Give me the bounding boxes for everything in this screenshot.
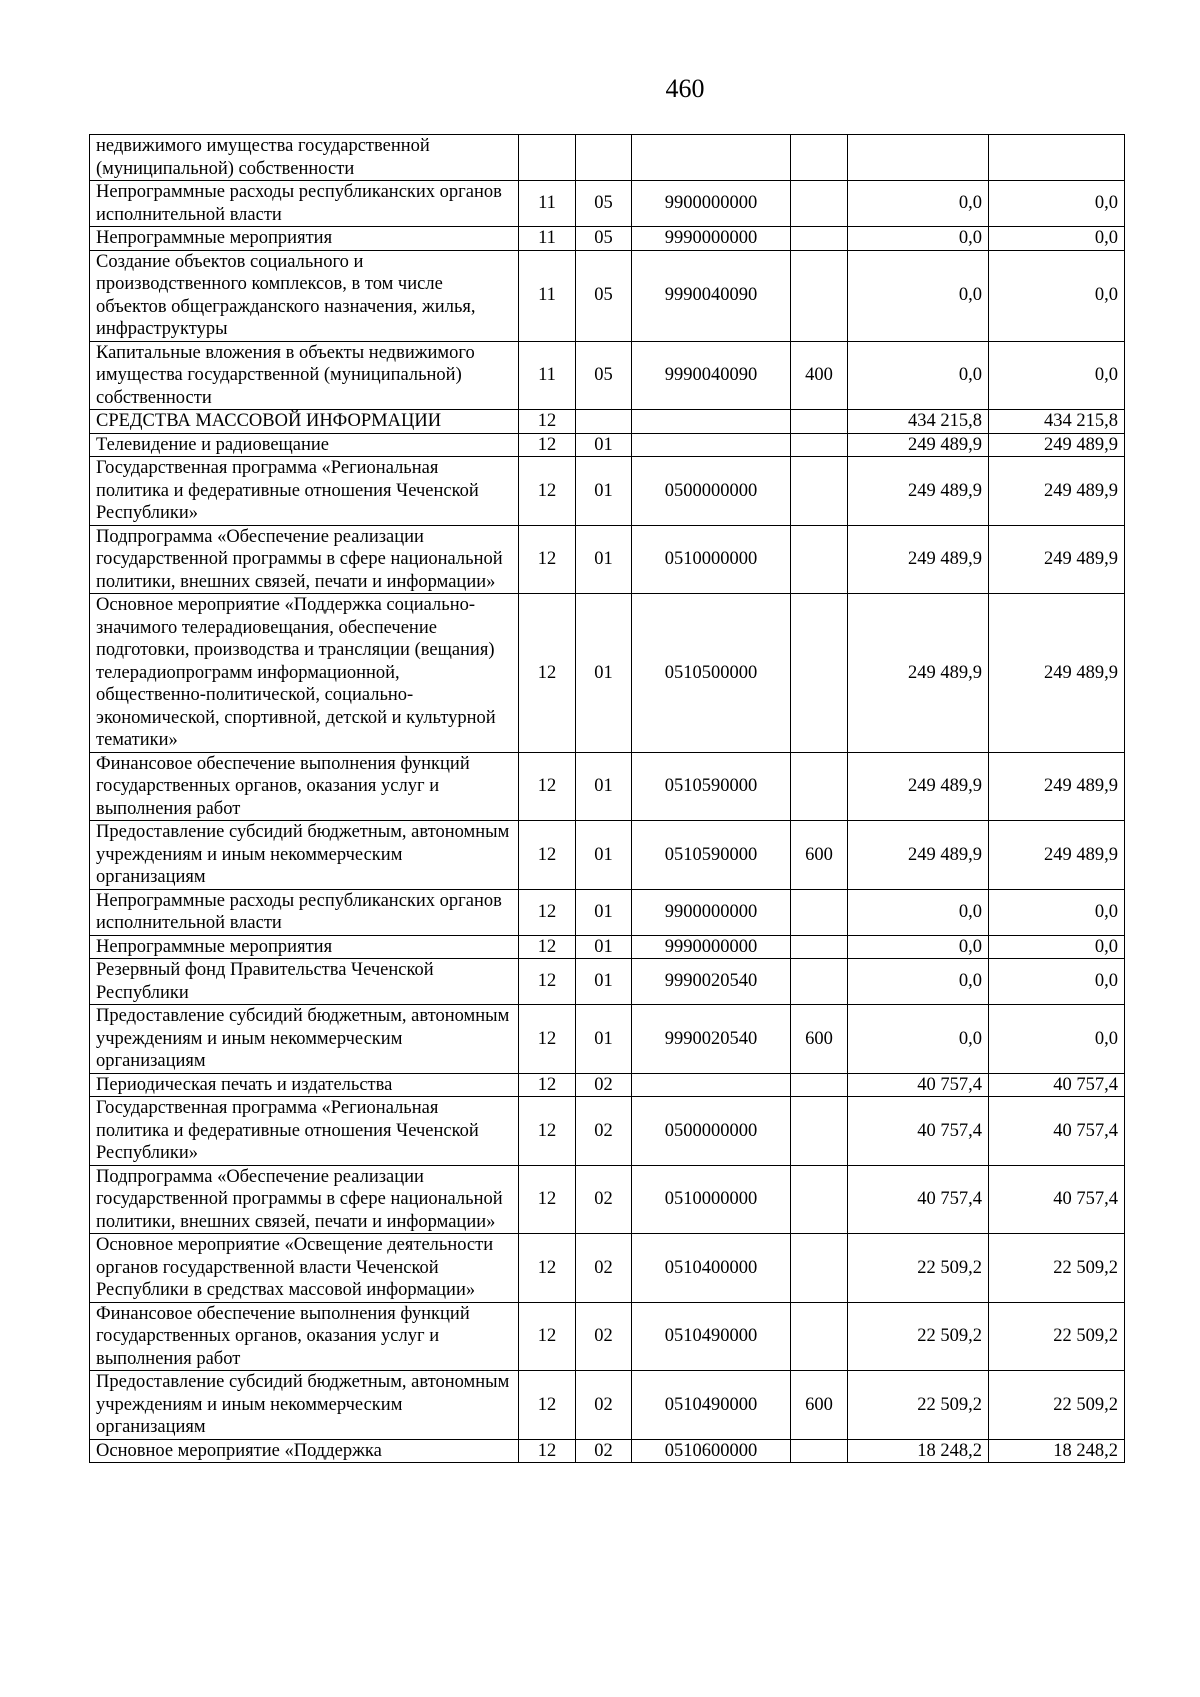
row-name: Предоставление субсидий бюджетным, автономным учреждениям и иным некоммерческим организациям <box>90 821 519 890</box>
section-code: 12 <box>519 1302 576 1371</box>
row-name: Создание объектов социального и производственного комплексов, в том числе объектов общегражданского назначения, жилья, инфраструктуры <box>90 250 519 341</box>
section-code: 12 <box>519 457 576 526</box>
amount-year-2: 0,0 <box>989 889 1125 935</box>
section-code: 12 <box>519 1073 576 1097</box>
target-article-code <box>632 410 791 434</box>
target-article-code: 9990040090 <box>632 250 791 341</box>
target-article-code: 0510000000 <box>632 1165 791 1234</box>
row-name: Подпрограмма «Обеспечение реализации государственной программы в сфере национальной политики, внешних связей, печати и информации» <box>90 525 519 594</box>
amount-year-2: 0,0 <box>989 959 1125 1005</box>
target-article-code: 0510000000 <box>632 525 791 594</box>
section-code: 12 <box>519 1097 576 1166</box>
amount-year-2: 249 489,9 <box>989 821 1125 890</box>
target-article-code: 9990020540 <box>632 959 791 1005</box>
expense-type-code <box>791 181 848 227</box>
amount-year-1: 249 489,9 <box>848 594 989 753</box>
target-article-code: 9990020540 <box>632 1005 791 1074</box>
target-article-code: 9990040090 <box>632 341 791 410</box>
expense-type-code: 600 <box>791 821 848 890</box>
table-row <box>90 889 1125 935</box>
section-code: 12 <box>519 594 576 753</box>
table-row <box>90 250 1125 341</box>
expense-type-code <box>791 1302 848 1371</box>
expense-type-code: 600 <box>791 1371 848 1440</box>
table-row <box>90 1097 1125 1166</box>
row-name: СРЕДСТВА МАССОВОЙ ИНФОРМАЦИИ <box>90 410 519 434</box>
subsection-code: 01 <box>576 959 632 1005</box>
section-code: 12 <box>519 1234 576 1303</box>
row-name: Предоставление субсидий бюджетным, автономным учреждениям и иным некоммерческим организациям <box>90 1005 519 1074</box>
row-name: Подпрограмма «Обеспечение реализации государственной программы в сфере национальной политики, внешних связей, печати и информации» <box>90 1165 519 1234</box>
section-code: 11 <box>519 227 576 251</box>
table-row <box>90 410 1125 434</box>
target-article-code: 0500000000 <box>632 457 791 526</box>
amount-year-2: 249 489,9 <box>989 525 1125 594</box>
amount-year-2: 40 757,4 <box>989 1073 1125 1097</box>
section-code: 12 <box>519 1165 576 1234</box>
table-row <box>90 457 1125 526</box>
expense-type-code <box>791 135 848 181</box>
expense-type-code <box>791 1439 848 1463</box>
expense-type-code <box>791 525 848 594</box>
subsection-code: 01 <box>576 594 632 753</box>
table-row <box>90 935 1125 959</box>
expense-type-code <box>791 410 848 434</box>
section-code: 12 <box>519 1005 576 1074</box>
table-row <box>90 433 1125 457</box>
subsection-code: 05 <box>576 227 632 251</box>
section-code: 12 <box>519 821 576 890</box>
section-code: 12 <box>519 525 576 594</box>
amount-year-2: 0,0 <box>989 227 1125 251</box>
amount-year-1: 40 757,4 <box>848 1165 989 1234</box>
expense-type-code <box>791 1234 848 1303</box>
table-row <box>90 1439 1125 1463</box>
table-row <box>90 752 1125 821</box>
expense-type-code <box>791 433 848 457</box>
table-row <box>90 1302 1125 1371</box>
row-name: Непрограммные мероприятия <box>90 227 519 251</box>
table-row <box>90 594 1125 753</box>
amount-year-1: 22 509,2 <box>848 1234 989 1303</box>
amount-year-2: 249 489,9 <box>989 457 1125 526</box>
expense-type-code: 600 <box>791 1005 848 1074</box>
table-row <box>90 959 1125 1005</box>
subsection-code: 01 <box>576 935 632 959</box>
amount-year-1: 249 489,9 <box>848 752 989 821</box>
amount-year-2: 249 489,9 <box>989 752 1125 821</box>
section-code: 12 <box>519 935 576 959</box>
amount-year-2: 0,0 <box>989 1005 1125 1074</box>
amount-year-2: 249 489,9 <box>989 433 1125 457</box>
subsection-code: 05 <box>576 341 632 410</box>
table-row <box>90 1005 1125 1074</box>
amount-year-2: 40 757,4 <box>989 1165 1125 1234</box>
row-name: Телевидение и радиовещание <box>90 433 519 457</box>
target-article-code <box>632 135 791 181</box>
subsection-code: 02 <box>576 1371 632 1440</box>
section-code: 11 <box>519 250 576 341</box>
target-article-code: 9990000000 <box>632 935 791 959</box>
section-code <box>519 135 576 181</box>
expense-type-code <box>791 889 848 935</box>
row-name: Резервный фонд Правительства Чеченской Республики <box>90 959 519 1005</box>
section-code: 12 <box>519 1439 576 1463</box>
amount-year-2: 22 509,2 <box>989 1234 1125 1303</box>
expense-type-code <box>791 935 848 959</box>
table-row <box>90 821 1125 890</box>
amount-year-2: 0,0 <box>989 250 1125 341</box>
amount-year-1: 0,0 <box>848 1005 989 1074</box>
section-code: 11 <box>519 341 576 410</box>
amount-year-1: 22 509,2 <box>848 1371 989 1440</box>
section-code: 12 <box>519 959 576 1005</box>
amount-year-1: 22 509,2 <box>848 1302 989 1371</box>
amount-year-1: 18 248,2 <box>848 1439 989 1463</box>
amount-year-1: 249 489,9 <box>848 433 989 457</box>
amount-year-1: 0,0 <box>848 250 989 341</box>
table-row <box>90 227 1125 251</box>
row-name: Непрограммные расходы республиканских органов исполнительной власти <box>90 181 519 227</box>
subsection-code: 02 <box>576 1165 632 1234</box>
amount-year-2: 18 248,2 <box>989 1439 1125 1463</box>
section-code: 12 <box>519 410 576 434</box>
target-article-code: 0510490000 <box>632 1302 791 1371</box>
table-row <box>90 135 1125 181</box>
subsection-code: 01 <box>576 889 632 935</box>
subsection-code: 02 <box>576 1097 632 1166</box>
section-code: 12 <box>519 889 576 935</box>
subsection-code <box>576 410 632 434</box>
amount-year-1: 0,0 <box>848 341 989 410</box>
target-article-code <box>632 433 791 457</box>
row-name: недвижимого имущества государственной (муниципальной) собственности <box>90 135 519 181</box>
expense-type-code <box>791 457 848 526</box>
amount-year-2: 40 757,4 <box>989 1097 1125 1166</box>
row-name: Капитальные вложения в объекты недвижимого имущества государственной (муниципальной) собственности <box>90 341 519 410</box>
subsection-code: 01 <box>576 525 632 594</box>
row-name: Предоставление субсидий бюджетным, автономным учреждениям и иным некоммерческим организациям <box>90 1371 519 1440</box>
expense-type-code: 400 <box>791 341 848 410</box>
budget-table <box>89 134 1125 1463</box>
amount-year-1: 0,0 <box>848 959 989 1005</box>
table-row <box>90 1165 1125 1234</box>
amount-year-1: 249 489,9 <box>848 821 989 890</box>
page-number: 460 <box>665 74 705 103</box>
amount-year-1 <box>848 135 989 181</box>
amount-year-1: 249 489,9 <box>848 525 989 594</box>
table-row <box>90 1371 1125 1440</box>
row-name: Периодическая печать и издательства <box>90 1073 519 1097</box>
subsection-code: 01 <box>576 457 632 526</box>
expense-type-code <box>791 1165 848 1234</box>
subsection-code <box>576 135 632 181</box>
subsection-code: 01 <box>576 821 632 890</box>
section-code: 11 <box>519 181 576 227</box>
subsection-code: 02 <box>576 1439 632 1463</box>
section-code: 12 <box>519 1371 576 1440</box>
amount-year-2: 22 509,2 <box>989 1371 1125 1440</box>
expense-type-code <box>791 1097 848 1166</box>
table-row <box>90 181 1125 227</box>
subsection-code: 01 <box>576 752 632 821</box>
table-row <box>90 1073 1125 1097</box>
target-article-code: 0510500000 <box>632 594 791 753</box>
amount-year-1: 0,0 <box>848 889 989 935</box>
subsection-code: 01 <box>576 1005 632 1074</box>
row-name: Финансовое обеспечение выполнения функций государственных органов, оказания услуг и выполнения работ <box>90 1302 519 1371</box>
amount-year-1: 0,0 <box>848 935 989 959</box>
table-row <box>90 341 1125 410</box>
row-name: Основное мероприятие «Поддержка социально-значимого телерадиовещания, обеспечение подготовки, производства и трансляции (вещания) телерадиопрограмм информационной, общественно-политической, социально-экономической, спортивной, детской и культурной тематики» <box>90 594 519 753</box>
amount-year-1: 0,0 <box>848 227 989 251</box>
target-article-code: 9990000000 <box>632 227 791 251</box>
expense-type-code <box>791 1073 848 1097</box>
row-name: Финансовое обеспечение выполнения функций государственных органов, оказания услуг и выполнения работ <box>90 752 519 821</box>
amount-year-1: 40 757,4 <box>848 1097 989 1166</box>
expense-type-code <box>791 250 848 341</box>
amount-year-2: 22 509,2 <box>989 1302 1125 1371</box>
target-article-code: 9900000000 <box>632 889 791 935</box>
expense-type-code <box>791 959 848 1005</box>
subsection-code: 02 <box>576 1234 632 1303</box>
expense-type-code <box>791 227 848 251</box>
subsection-code: 01 <box>576 433 632 457</box>
row-name: Непрограммные мероприятия <box>90 935 519 959</box>
target-article-code: 0510400000 <box>632 1234 791 1303</box>
amount-year-2: 0,0 <box>989 181 1125 227</box>
row-name: Государственная программа «Региональная политика и федеративные отношения Чеченской Республики» <box>90 457 519 526</box>
row-name: Государственная программа «Региональная политика и федеративные отношения Чеченской Республики» <box>90 1097 519 1166</box>
row-name: Основное мероприятие «Поддержка <box>90 1439 519 1463</box>
subsection-code: 02 <box>576 1073 632 1097</box>
amount-year-2: 434 215,8 <box>989 410 1125 434</box>
target-article-code: 0510490000 <box>632 1371 791 1440</box>
target-article-code <box>632 1073 791 1097</box>
amount-year-1: 434 215,8 <box>848 410 989 434</box>
amount-year-2: 249 489,9 <box>989 594 1125 753</box>
target-article-code: 0500000000 <box>632 1097 791 1166</box>
section-code: 12 <box>519 752 576 821</box>
target-article-code: 9900000000 <box>632 181 791 227</box>
row-name: Основное мероприятие «Освещение деятельности органов государственной власти Чеченской Республики в средствах массовой информации» <box>90 1234 519 1303</box>
expense-type-code <box>791 594 848 753</box>
target-article-code: 0510600000 <box>632 1439 791 1463</box>
amount-year-2: 0,0 <box>989 935 1125 959</box>
subsection-code: 05 <box>576 250 632 341</box>
table-row <box>90 525 1125 594</box>
target-article-code: 0510590000 <box>632 752 791 821</box>
amount-year-1: 0,0 <box>848 181 989 227</box>
amount-year-1: 40 757,4 <box>848 1073 989 1097</box>
row-name: Непрограммные расходы республиканских органов исполнительной власти <box>90 889 519 935</box>
amount-year-2 <box>989 135 1125 181</box>
section-code: 12 <box>519 433 576 457</box>
amount-year-1: 249 489,9 <box>848 457 989 526</box>
expense-type-code <box>791 752 848 821</box>
target-article-code: 0510590000 <box>632 821 791 890</box>
amount-year-2: 0,0 <box>989 341 1125 410</box>
subsection-code: 05 <box>576 181 632 227</box>
subsection-code: 02 <box>576 1302 632 1371</box>
table-row <box>90 1234 1125 1303</box>
